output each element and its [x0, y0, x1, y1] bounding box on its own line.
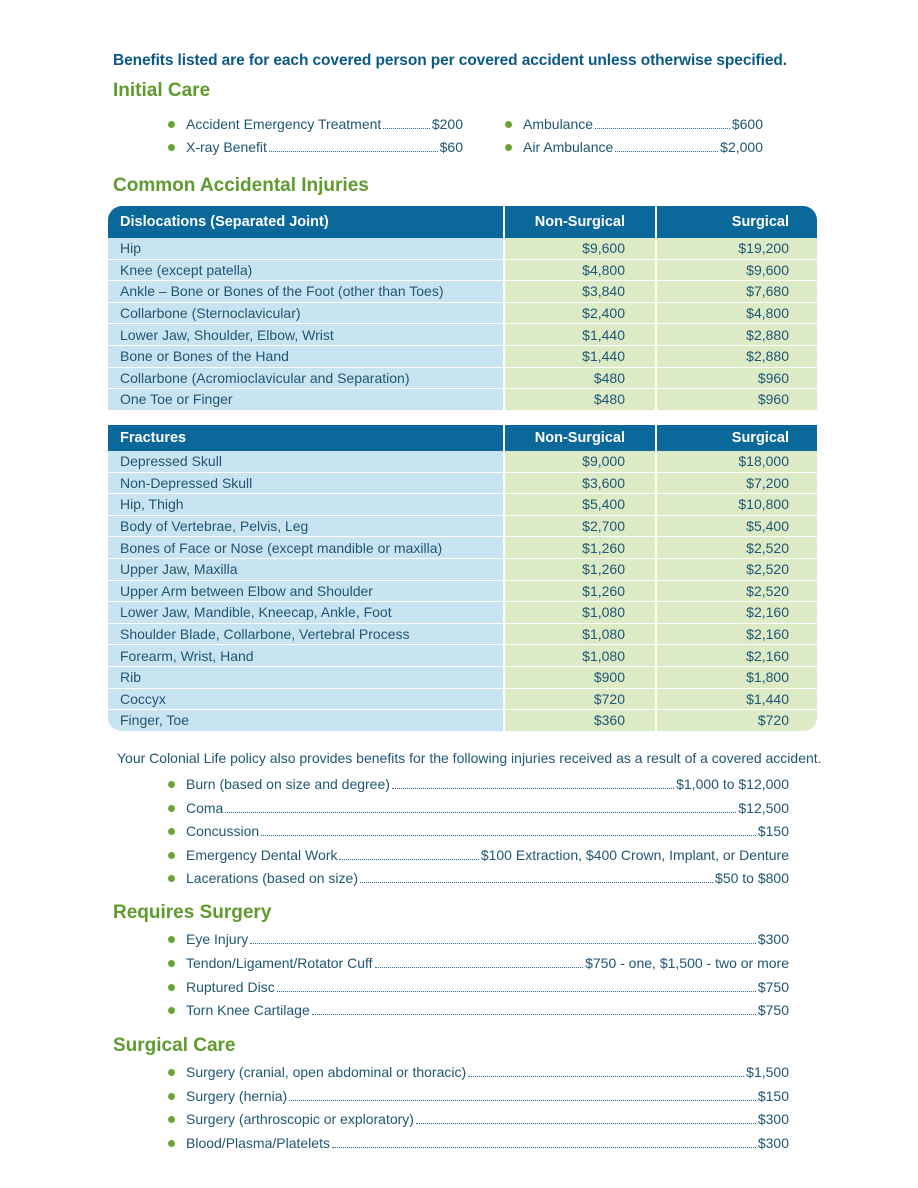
injury-cell: Body of Vertebrae, Pelvis, Leg	[108, 516, 505, 538]
table-row	[108, 602, 817, 624]
fractures-table	[108, 425, 817, 732]
table-row	[108, 624, 817, 646]
surgical-cell: $720	[657, 710, 817, 732]
item-label: Air Ambulance	[523, 139, 614, 155]
injury-cell: Knee (except patella)	[108, 260, 505, 282]
column-header-non-surgical: Non-Surgical	[505, 425, 657, 451]
bullet-icon	[168, 875, 175, 882]
non-surgical-cell: $900	[505, 667, 657, 689]
list-item	[168, 953, 789, 973]
dot-leader	[332, 1147, 756, 1148]
surgical-cell: $7,680	[657, 281, 817, 303]
bullet-icon	[168, 1116, 175, 1123]
item-value: $50 to $800	[715, 870, 789, 886]
surgical-cell: $9,600	[657, 260, 817, 282]
item-label: Surgery (arthroscopic or exploratory)	[186, 1111, 414, 1127]
non-surgical-cell: $720	[505, 689, 657, 711]
item-label: Lacerations (based on size)	[186, 870, 358, 886]
surgical-cell: $2,880	[657, 324, 817, 346]
item-label: Burn (based on size and degree)	[186, 776, 390, 792]
injury-cell: Rib	[108, 667, 505, 689]
item-label: Ambulance	[523, 116, 594, 132]
surgical-cell: $2,160	[657, 602, 817, 624]
non-surgical-cell: $4,800	[505, 260, 657, 282]
bullet-icon	[168, 984, 175, 991]
surgical-cell: $2,160	[657, 645, 817, 667]
dot-leader	[277, 991, 756, 992]
non-surgical-cell: $1,440	[505, 324, 657, 346]
injury-cell: Collarbone (Sternoclavicular)	[108, 303, 505, 325]
item-label: Torn Knee Cartilage	[186, 1002, 310, 1018]
item-value: $1,500	[746, 1064, 789, 1080]
column-header-surgical: Surgical	[731, 214, 789, 230]
item-label: X-ray Benefit	[186, 139, 267, 155]
item-label: Eye Injury	[186, 931, 249, 947]
list-item	[168, 1086, 789, 1106]
column-header-surgical: Surgical	[731, 430, 789, 446]
dot-leader	[595, 128, 730, 129]
bullet-icon	[168, 781, 175, 788]
injury-cell: Lower Jaw, Shoulder, Elbow, Wrist	[108, 324, 505, 346]
table-row	[108, 451, 817, 473]
list-item	[168, 868, 789, 888]
non-surgical-cell: $1,080	[505, 624, 657, 646]
table-row	[108, 537, 817, 559]
list-item	[168, 774, 789, 794]
item-label: Coma	[186, 800, 224, 816]
surgical-cell: $2,520	[657, 581, 817, 603]
table-row	[108, 389, 817, 411]
bullet-icon	[168, 1007, 175, 1014]
non-surgical-cell: $1,440	[505, 346, 657, 368]
dot-leader	[225, 812, 736, 813]
item-value: $750 - one, $1,500 - two or more	[585, 955, 789, 971]
dot-leader	[269, 151, 438, 152]
dot-leader	[360, 882, 713, 883]
injury-cell: Non-Depressed Skull	[108, 473, 505, 495]
intro-text: Benefits listed are for each covered person per covered accident unless otherwise specified.	[113, 52, 787, 69]
list-item	[168, 977, 789, 997]
surgical-cell: $18,000	[657, 451, 817, 473]
non-surgical-cell: $2,400	[505, 303, 657, 325]
bullet-icon	[168, 1140, 175, 1147]
injury-cell: Upper Jaw, Maxilla	[108, 559, 505, 581]
table-row	[108, 238, 817, 260]
dot-leader	[468, 1076, 744, 1077]
item-label: Concussion	[186, 823, 260, 839]
section-title-requires-surgery: Requires Surgery	[113, 902, 272, 923]
bullet-icon	[168, 121, 175, 128]
non-surgical-cell: $1,260	[505, 559, 657, 581]
surgical-cell: $2,520	[657, 537, 817, 559]
injury-cell: Coccyx	[108, 689, 505, 711]
dot-leader	[392, 788, 674, 789]
dot-leader	[261, 835, 756, 836]
table-row	[108, 581, 817, 603]
table-row	[108, 710, 817, 732]
bullet-icon	[168, 828, 175, 835]
list-item	[168, 845, 789, 865]
dot-leader	[250, 943, 756, 944]
list-item	[168, 929, 789, 949]
table-row	[108, 645, 817, 667]
bullet-icon	[168, 960, 175, 967]
bullet-icon	[168, 144, 175, 151]
injury-cell: Finger, Toe	[108, 710, 505, 732]
column-header-non-surgical: Non-Surgical	[505, 206, 657, 238]
non-surgical-cell: $9,600	[505, 238, 657, 260]
item-value: $300	[757, 931, 789, 947]
table-row	[108, 516, 817, 538]
non-surgical-cell: $1,080	[505, 602, 657, 624]
item-value: $150	[757, 1088, 789, 1104]
list-item	[168, 1000, 789, 1020]
item-label: Ruptured Disc	[186, 979, 275, 995]
non-surgical-cell: $1,260	[505, 581, 657, 603]
injury-cell: Bone or Bones of the Hand	[108, 346, 505, 368]
bullet-icon	[168, 1069, 175, 1076]
dot-leader	[339, 859, 478, 860]
other-injuries-note: Your Colonial Life policy also provides benefits for the following injuries received as a result of a covered accident.	[117, 750, 822, 766]
table-row	[108, 473, 817, 495]
table-row	[108, 368, 817, 390]
dislocations-table	[108, 206, 817, 411]
item-label: Tendon/Ligament/Rotator Cuff	[186, 955, 373, 971]
non-surgical-cell: $3,840	[505, 281, 657, 303]
table-row	[108, 260, 817, 282]
injury-cell: Hip, Thigh	[108, 494, 505, 516]
bullet-icon	[168, 936, 175, 943]
item-value: $300	[757, 1111, 789, 1127]
surgical-cell: $19,200	[657, 238, 817, 260]
table-row	[108, 303, 817, 325]
injury-cell: Hip	[108, 238, 505, 260]
injury-cell: Forearm, Wrist, Hand	[108, 645, 505, 667]
surgical-cell: $960	[657, 368, 817, 390]
item-label: Surgery (cranial, open abdominal or thoracic)	[186, 1064, 467, 1080]
item-value: $300	[757, 1135, 789, 1151]
surgical-cell: $1,440	[657, 689, 817, 711]
column-header-injury: Fractures	[108, 425, 505, 451]
surgical-cell: $5,400	[657, 516, 817, 538]
item-value: $2,000	[720, 139, 763, 155]
surgical-cell: $7,200	[657, 473, 817, 495]
dot-leader	[416, 1123, 756, 1124]
item-value: $150	[757, 823, 789, 839]
dot-leader	[615, 151, 718, 152]
list-item	[168, 821, 789, 841]
non-surgical-cell: $480	[505, 389, 657, 411]
section-title-surgical-care: Surgical Care	[113, 1035, 236, 1056]
bullet-icon	[168, 852, 175, 859]
list-item	[505, 137, 763, 157]
non-surgical-cell: $360	[505, 710, 657, 732]
item-label: Surgery (hernia)	[186, 1088, 288, 1104]
surgical-cell: $2,880	[657, 346, 817, 368]
non-surgical-cell: $1,080	[505, 645, 657, 667]
non-surgical-cell: $5,400	[505, 494, 657, 516]
list-item	[168, 114, 463, 134]
dot-leader	[312, 1014, 756, 1015]
injury-cell: Upper Arm between Elbow and Shoulder	[108, 581, 505, 603]
table-row	[108, 494, 817, 516]
item-value: $100 Extraction, $400 Crown, Implant, or Denture	[480, 847, 789, 863]
non-surgical-cell: $9,000	[505, 451, 657, 473]
bullet-icon	[168, 805, 175, 812]
item-value: $60	[439, 139, 463, 155]
injury-cell: Shoulder Blade, Collarbone, Vertebral Process	[108, 624, 505, 646]
list-item	[505, 114, 763, 134]
non-surgical-cell: $3,600	[505, 473, 657, 495]
column-header-injury: Dislocations (Separated Joint)	[108, 206, 505, 238]
item-value: $200	[431, 116, 463, 132]
bullet-icon	[505, 121, 512, 128]
table-row	[108, 559, 817, 581]
list-item	[168, 798, 789, 818]
bullet-icon	[168, 1093, 175, 1100]
item-value: $1,000 to $12,000	[676, 776, 789, 792]
item-value: $600	[731, 116, 763, 132]
injury-cell: Ankle – Bone or Bones of the Foot (other than Toes)	[108, 281, 505, 303]
list-item	[168, 1109, 789, 1129]
table-row	[108, 689, 817, 711]
table-row	[108, 667, 817, 689]
list-item	[168, 1133, 789, 1153]
table-header	[108, 206, 817, 238]
item-label: Emergency Dental Work	[186, 847, 338, 863]
surgical-cell: $2,520	[657, 559, 817, 581]
surgical-cell: $2,160	[657, 624, 817, 646]
injury-cell: Depressed Skull	[108, 451, 505, 473]
injury-cell: Collarbone (Acromioclavicular and Separation)	[108, 368, 505, 390]
table-row	[108, 324, 817, 346]
dot-leader	[375, 967, 584, 968]
non-surgical-cell: $1,260	[505, 537, 657, 559]
item-value: $750	[757, 979, 789, 995]
surgical-cell: $1,800	[657, 667, 817, 689]
non-surgical-cell: $2,700	[505, 516, 657, 538]
injury-cell: One Toe or Finger	[108, 389, 505, 411]
table-row	[108, 346, 817, 368]
dot-leader	[289, 1100, 756, 1101]
item-label: Accident Emergency Treatment	[186, 116, 382, 132]
non-surgical-cell: $480	[505, 368, 657, 390]
surgical-cell: $4,800	[657, 303, 817, 325]
injury-cell: Bones of Face or Nose (except mandible or maxilla)	[108, 537, 505, 559]
dot-leader	[383, 128, 430, 129]
surgical-cell: $960	[657, 389, 817, 411]
list-item	[168, 1062, 789, 1082]
bullet-icon	[505, 144, 512, 151]
injury-cell: Lower Jaw, Mandible, Kneecap, Ankle, Foot	[108, 602, 505, 624]
section-title-initial-care: Initial Care	[113, 80, 211, 101]
item-label: Blood/Plasma/Platelets	[186, 1135, 330, 1151]
item-value: $750	[757, 1002, 789, 1018]
table-row	[108, 281, 817, 303]
section-title-common-injuries: Common Accidental Injuries	[113, 175, 369, 196]
surgical-cell: $10,800	[657, 494, 817, 516]
table-header	[108, 425, 817, 451]
list-item	[168, 137, 463, 157]
item-value: $12,500	[738, 800, 789, 816]
